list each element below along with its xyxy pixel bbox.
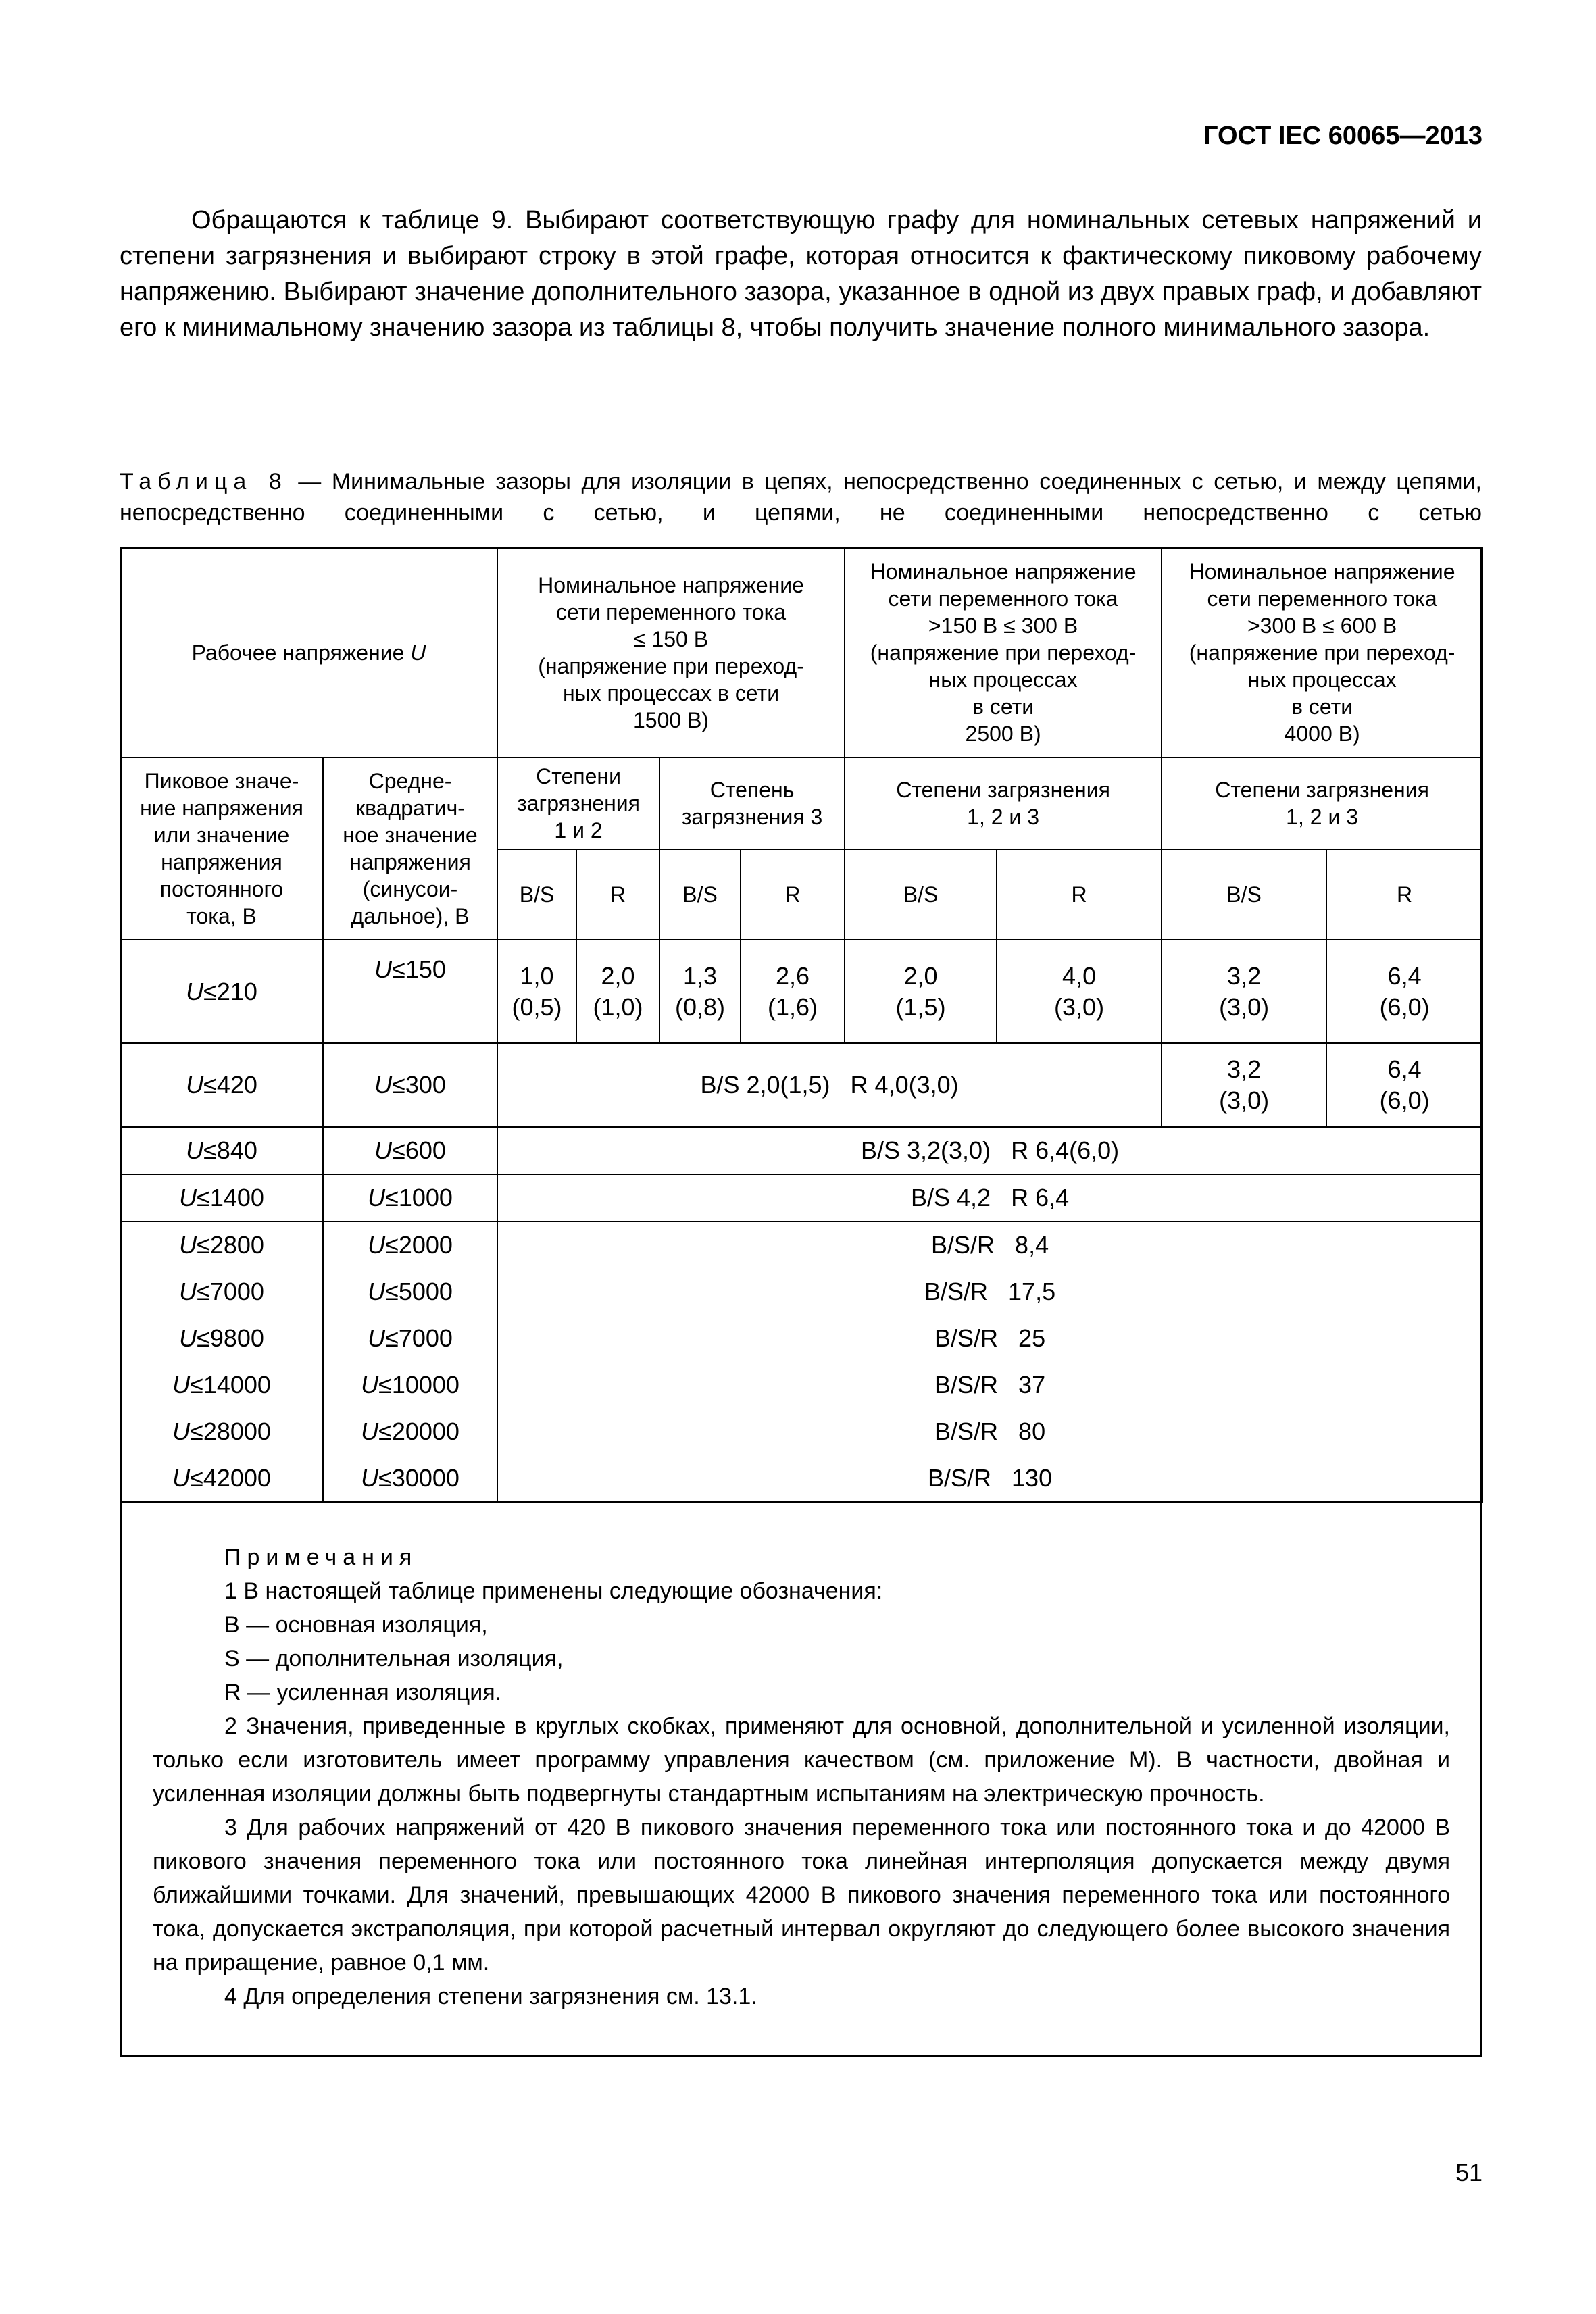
rms-cell: U≤150 — [323, 940, 497, 1043]
pollution-123-header-a: Степени загрязнения 1, 2 и 3 — [845, 757, 1162, 849]
table-row — [120, 1408, 1482, 1455]
value-cell: 1,3 (0,8) — [659, 940, 741, 1043]
bs-header: B/S — [1162, 849, 1326, 940]
value-cell: 6,4 (6,0) — [1326, 940, 1482, 1043]
value-cell: 3,2 (3,0) — [1162, 1043, 1326, 1127]
table-row — [120, 1222, 1482, 1268]
rms-cell: U≤7000 — [323, 1315, 497, 1361]
page-number: 51 — [1455, 2159, 1482, 2186]
value-cell: 6,4 (6,0) — [1326, 1043, 1482, 1127]
nominal-300-header: Номинальное напряжение сети переменного тока >150 В ≤ 300 В (напряжение при переход- ных процессах в сети 2500 В) — [845, 548, 1162, 757]
rms-cell: U≤2000 — [323, 1222, 497, 1268]
table-caption-text: — Минимальные зазоры для изоляции в цепях, непосредственно соединенных с сетью, и между цепями, непосредственно соединенными с сетью, и цепями, не соединенными непосредственно с сетью — [120, 469, 1482, 526]
value-cell: 3,2 (3,0) — [1162, 940, 1326, 1043]
r-header: R — [741, 849, 845, 940]
value-cell: 2,6 (1,6) — [741, 940, 845, 1043]
bs-header: B/S — [497, 849, 576, 940]
note-2: 2 Значения, приведенные в круглых скобках, применяют для основной, дополнительной и усиленной изоляции, только если изготовитель имеет программу управления качеством (см. приложение М). В частности, двойная и усиленная изоляции должны быть подвергнуты стандартным испытаниям на электрическую прочность. — [153, 1713, 1450, 1807]
nominal-600-header: Номинальное напряжение сети переменного тока >300 В ≤ 600 В (напряжение при переход- ных процессах в сети 4000 В) — [1162, 548, 1482, 757]
table-row — [120, 940, 1482, 1043]
peak-cell: U≤210 — [120, 940, 323, 1043]
value-cell: 1,0 (0,5) — [497, 940, 576, 1043]
peak-cell: U≤14000 — [120, 1361, 323, 1408]
merged-value-cell: B/S 4,2 R 6,4 — [497, 1174, 1482, 1222]
merged-value-cell: B/S/R 37 — [497, 1361, 1482, 1408]
peak-cell: U≤2800 — [120, 1222, 323, 1268]
value-cell: 2,0 (1,0) — [576, 940, 659, 1043]
rms-cell: U≤600 — [323, 1127, 497, 1174]
table-row — [120, 1174, 1482, 1222]
document-header: ГОСТ IEC 60065—2013 — [1203, 122, 1482, 150]
working-voltage-header: Рабочее напряжение U — [120, 548, 497, 757]
pollution-123-header-b: Степени загрязнения 1, 2 и 3 — [1162, 757, 1482, 849]
pollution-12-header: Степени загрязнения 1 и 2 — [497, 757, 659, 849]
merged-value-cell: B/S/R 25 — [497, 1315, 1482, 1361]
table-caption — [120, 466, 1482, 528]
r-header: R — [1326, 849, 1482, 940]
clearance-table — [120, 547, 1483, 1503]
note-1-r: R — усиленная изоляция. — [224, 1680, 502, 1705]
peak-cell: U≤28000 — [120, 1408, 323, 1455]
peak-cell: U≤7000 — [120, 1268, 323, 1315]
note-1: 1 В настоящей таблице применены следующие обозначения: — [224, 1578, 883, 1604]
rms-cell: U≤300 — [323, 1043, 497, 1127]
intro-paragraph: Обращаются к таблице 9. Выбирают соответствующую графу для номинальных сетевых напряжений и степени загрязнения и выбирают строку в этой графе, которая относится к фактическому пиковому рабочему напряжению. Выбирают значение дополнительного зазора, указанное в одной из двух правых граф, и добавляют его к минимальному значению зазора из таблицы 8, чтобы получить значение полного минимального зазора. — [120, 206, 1482, 342]
merged-value-cell: B/S 2,0(1,5) R 4,0(3,0) — [497, 1043, 1162, 1127]
table-caption-label: Таблица 8 — [120, 469, 288, 495]
r-header: R — [997, 849, 1162, 940]
peak-cell: U≤9800 — [120, 1315, 323, 1361]
note-3: 3 Для рабочих напряжений от 420 В пикового значения переменного тока или постоянного тока и до 42000 В пикового значения переменного тока или постоянного тока линейная интерполяция допускается между двумя ближайшими точками. Для значений, превышающих 42000 В пикового значения переменного тока или постоянного тока, допускается экстраполяция, при которой расчетный интервал округляют до следующего более высокого значения на приращение, равное 0,1 мм. — [153, 1815, 1450, 1976]
table-head-row-2 — [120, 757, 1482, 849]
r-header: R — [576, 849, 659, 940]
peak-voltage-header: Пиковое значе- ние напряжения или значение напряжения постоянного тока, В — [120, 757, 323, 940]
peak-cell: U≤42000 — [120, 1455, 323, 1502]
table-row — [120, 1043, 1482, 1127]
rms-voltage-header: Средне- квадратич- ное значение напряжения (синусои- дальное), В — [323, 757, 497, 940]
notes-title: Примечания — [224, 1544, 418, 1570]
value-cell: 4,0 (3,0) — [997, 940, 1162, 1043]
table-row — [120, 1361, 1482, 1408]
table-notes — [153, 1540, 1450, 2013]
table-row — [120, 1127, 1482, 1174]
merged-value-cell: B/S/R 80 — [497, 1408, 1482, 1455]
merged-value-cell: B/S/R 8,4 — [497, 1222, 1482, 1268]
bs-header: B/S — [659, 849, 741, 940]
peak-cell: U≤840 — [120, 1127, 323, 1174]
note-4: 4 Для определения степени загрязнения см. 13.1. — [224, 1984, 757, 2009]
rms-cell: U≤5000 — [323, 1268, 497, 1315]
table-head-row-1 — [120, 548, 1482, 757]
nominal-150-header: Номинальное напряжение сети переменного тока ≤ 150 В (напряжение при переход- ных процессах в сети 1500 В) — [497, 548, 845, 757]
peak-cell: U≤420 — [120, 1043, 323, 1127]
table-row — [120, 1268, 1482, 1315]
rms-cell: U≤20000 — [323, 1408, 497, 1455]
peak-cell: U≤1400 — [120, 1174, 323, 1222]
pollution-3-header: Степень загрязнения 3 — [659, 757, 845, 849]
rms-cell: U≤1000 — [323, 1174, 497, 1222]
merged-value-cell: B/S 3,2(3,0) R 6,4(6,0) — [497, 1127, 1482, 1174]
note-1-s: S — дополнительная изоляция, — [224, 1646, 564, 1671]
note-1-b: B — основная изоляция, — [224, 1612, 488, 1638]
table-row — [120, 1455, 1482, 1502]
merged-value-cell: B/S/R 17,5 — [497, 1268, 1482, 1315]
bs-header: B/S — [845, 849, 997, 940]
rms-cell: U≤10000 — [323, 1361, 497, 1408]
table-row — [120, 1315, 1482, 1361]
merged-value-cell: B/S/R 130 — [497, 1455, 1482, 1502]
rms-cell: U≤30000 — [323, 1455, 497, 1502]
value-cell: 2,0 (1,5) — [845, 940, 997, 1043]
